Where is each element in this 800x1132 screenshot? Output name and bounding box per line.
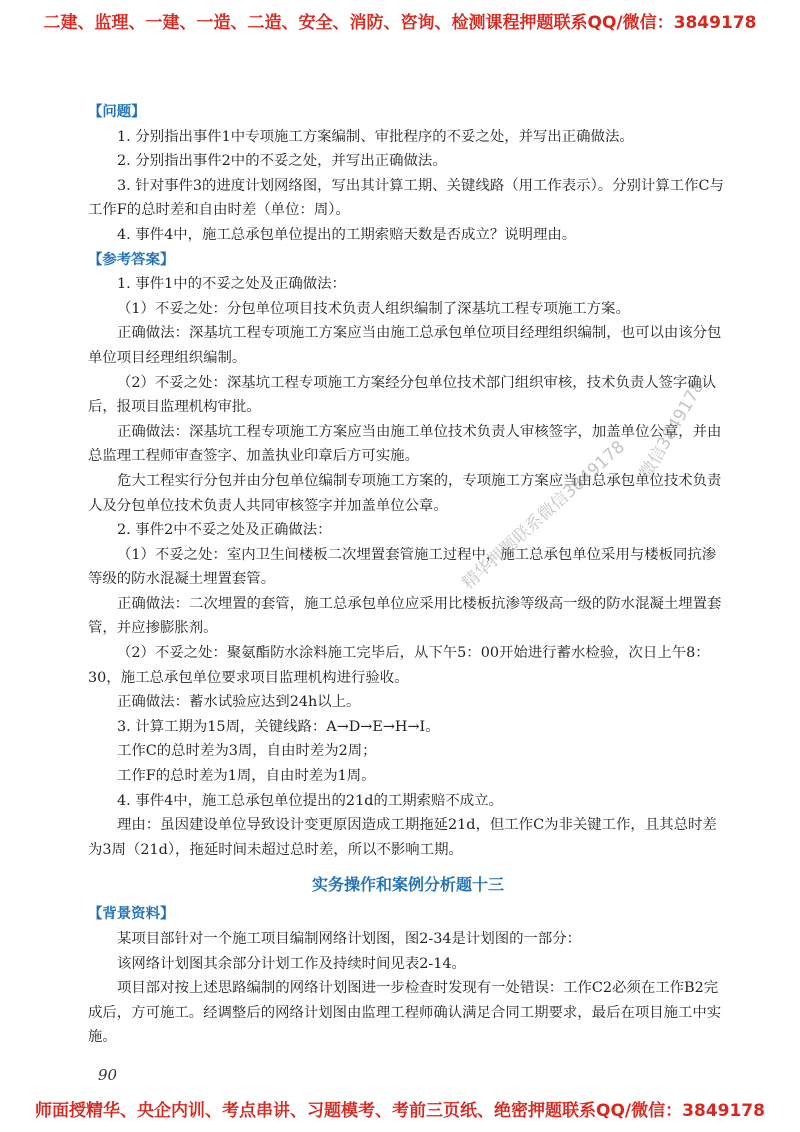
answer-paragraph: 正确做法：深基坑工程专项施工方案应当由施工单位技术负责人审核签字，加盖单位公章，并由总监理工程师审查签字、加盖执业印章后方可实施。 [88, 423, 722, 465]
answer-paragraph: 理由：虽因建设单位导致设计变更原因造成工期拖延21d，但工作C为非关键工作，且其总时差为3周（21d），拖延时间未超过总时差，所以不影响工期。 [88, 817, 717, 858]
answer-label: 【参考答案】 [88, 251, 175, 268]
answer-paragraph: （2）不妥之处：聚氨酯防水涂料施工完毕后，从下午5：00开始进行蓄水检验，次日上午8：30，施工总承包单位要求项目监理机构进行验收。 [88, 645, 710, 686]
section-title: 实务操作和案例分析题十三 [311, 875, 504, 895]
answer-paragraph: 1. 事件1中的不妥之处及正确做法： [117, 276, 346, 293]
question-item: 4. 事件4中，施工总承包单位提出的工期索赔天数是否成立？说明理由。 [117, 226, 577, 243]
page-number: 90 [98, 1066, 118, 1084]
answer-paragraph: 4. 事件4中，施工总承包单位提出的21d的工期索赔不成立。 [117, 792, 503, 809]
background-paragraph: 该网络计划图其余部分计划工作及持续时间见表2-14。 [117, 955, 466, 972]
answer-paragraph: 正确做法：深基坑工程专项施工方案应当由施工总承包单位项目经理组织编制，也可以由该分包单位项目经理组织编制。 [88, 325, 722, 366]
question-item: 1. 分别指出事件1中专项施工方案编制、审批程序的不妥之处，并写出正确做法。 [117, 128, 634, 145]
answer-paragraph: 2. 事件2中不妥之处及正确做法： [117, 522, 332, 539]
questions-label: 【问题】 [88, 104, 146, 120]
top-banner: 二建、监理、一建、一造、二造、安全、消防、咨询、检测课程押题联系QQ/微信：3849178 [43, 13, 757, 33]
answer-paragraph: （1）不妥之处：室内卫生间楼板二次埋置套管施工过程中，施工总承包单位采用与楼板同抗渗等级的防水混凝土埋置套管。 [88, 546, 717, 588]
question-item: 2. 分别指出事件2中的不妥之处，并写出正确做法。 [117, 153, 447, 170]
background-paragraph: 某项目部针对一个施工项目编制网络计划图，图2-34是计划图的一部分： [117, 931, 582, 947]
answer-paragraph: 工作C的总时差为3周，自由时差为2周； [117, 743, 377, 760]
answer-paragraph: （2）不妥之处：深基坑工程专项施工方案经分包单位技术部门组织审核，技术负责人签字确认后，报项目监理机构审批。 [88, 374, 717, 416]
background-label: 【背景资料】 [88, 906, 175, 923]
background-paragraph: 项目部对按上述思路编制的网络计划图进一步检查时发现有一处错误：工作C2必须在工作B2完成后，方可施工。经调整后的网络计划图由监理工程师确认满足合同工期要求，最后在项目施工中实施。 [88, 980, 722, 1046]
answer-paragraph: 危大工程实行分包并由分包单位编制专项施工方案的，专项施工方案应当由总承包单位技术负责人及分包单位技术负责人共同审核签字并加盖单位公章。 [88, 472, 722, 514]
page-content [88, 100, 728, 1050]
watermark: 精华押题联系微信3849178 [458, 437, 630, 594]
answer-paragraph: 正确做法：蓄水试验应达到24h以上。 [117, 694, 361, 711]
answer-paragraph: 3. 计算工期为15周，关键线路：A→D→E→H→I。 [117, 718, 440, 735]
question-item: 3. 针对事件3的进度计划网络图，写出其计算工期、关键线路（用工作表示）。分别计算工作C与工作F的总时差和自由时差（单位：周）。 [88, 177, 724, 219]
watermark: 微信3849178 [636, 377, 709, 483]
bottom-banner: 师面授精华、央企内训、考点串讲、习题模考、考前三页纸、绝密押题联系QQ/微信：3849178 [35, 1101, 765, 1121]
answer-paragraph: （1）不妥之处：分包单位项目技术负责人组织编制了深基坑工程专项施工方案。 [117, 300, 630, 317]
answer-paragraph: 工作F的总时差为1周，自由时差为1周。 [117, 768, 376, 785]
answer-paragraph: 正确做法：二次埋置的套管，施工总承包单位应采用比楼板抗渗等级高一级的防水混凝土埋置套管，并应掺膨胀剂。 [88, 595, 722, 637]
